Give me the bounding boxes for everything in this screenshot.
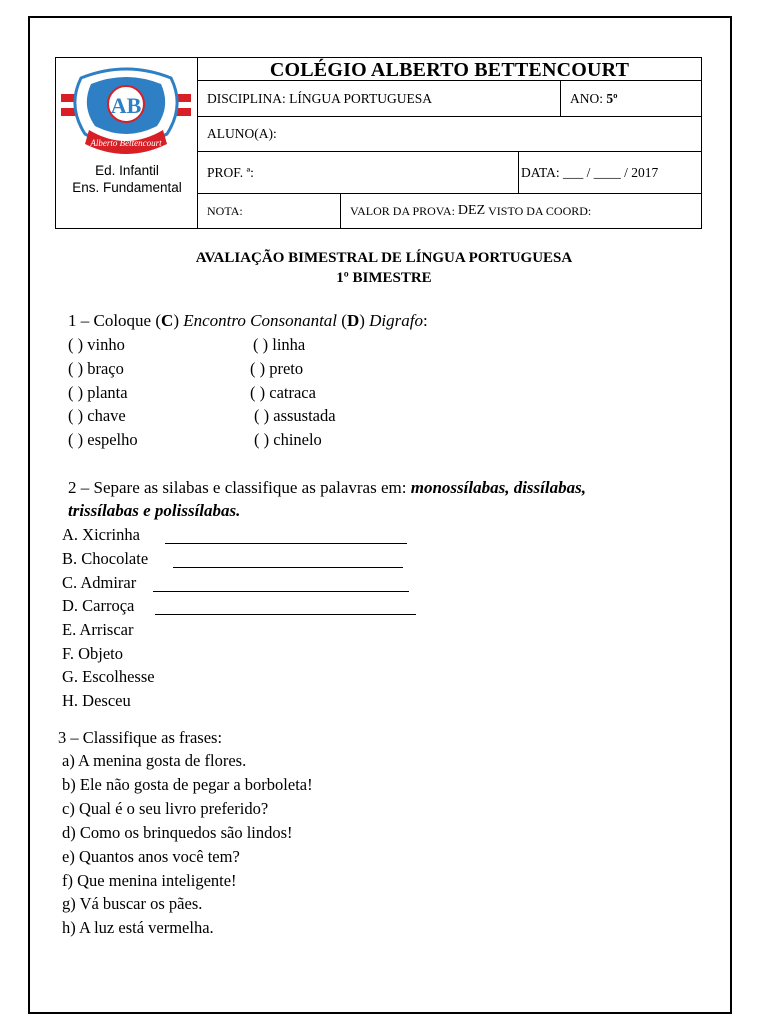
row-student (198, 117, 701, 152)
logo-caption (56, 162, 198, 196)
row-grade (198, 194, 701, 228)
teacher-field[interactable]: PROF. ª: (207, 164, 254, 180)
school-name: COLÉGIO ALBERTO BETTENCOURT (198, 58, 701, 81)
q3-item: f) Que menina inteligente! (62, 871, 237, 890)
q1-option[interactable]: ( ) assustada (254, 406, 336, 425)
q3-item: c) Qual é o seu livro preferido? (62, 799, 269, 818)
q1-option[interactable]: ( ) chinelo (254, 430, 322, 449)
logo-cell (56, 58, 198, 228)
q2-item: G. Escolhesse (62, 667, 155, 686)
logo-ribbon-text: Alberto Bettencourt (90, 138, 162, 148)
exam-value-label: VALOR DA PROVA: (350, 203, 455, 218)
q3-item: g) Vá buscar os pães. (62, 894, 203, 913)
logo-monogram: AB (110, 93, 142, 118)
answer-line[interactable] (155, 600, 416, 615)
q3-item: d) Como os brinquedos são lindos! (62, 823, 293, 842)
q1-option[interactable]: ( ) chave (68, 406, 126, 425)
q3-item: b) Ele não gosta de pegar a borboleta! (62, 775, 313, 794)
answer-line[interactable] (165, 529, 407, 544)
q2-item: F. Objeto (62, 644, 124, 663)
coord-label: VISTO DA COORD: (488, 203, 592, 218)
q2-item: H. Desceu (62, 691, 131, 710)
q2-item: A. Xicrinha (62, 525, 140, 544)
q1-option[interactable]: ( ) linha (253, 335, 306, 354)
q2-heading: 2 – Separe as silabas e classifique as palavras em: monossílabas, dissílabas, (68, 478, 586, 497)
q2-item: C. Admirar (62, 573, 137, 592)
q1-option[interactable]: ( ) preto (250, 359, 304, 378)
exam-value-field (340, 194, 701, 228)
year-label: ANO: (570, 90, 603, 106)
exam-value: DEZ (457, 203, 486, 218)
q1-option[interactable]: ( ) espelho (68, 430, 138, 449)
q1-option[interactable]: ( ) planta (68, 383, 128, 402)
row-teacher (198, 152, 701, 194)
q1-heading: 1 – Coloque (C) Encontro Consonantal (D) Digrafo: (68, 311, 428, 330)
discipline-field: DISCIPLINA: LÍNGUA PORTUGUESA (207, 90, 432, 106)
caption-line-2: Ens. Fundamental (72, 180, 182, 195)
student-field[interactable]: ALUNO(A): (207, 126, 277, 141)
school-logo (59, 64, 193, 160)
date-field[interactable]: DATA: ___ / ____ / 2017 (518, 152, 701, 193)
q1-option[interactable]: ( ) catraca (250, 383, 316, 402)
header-table (55, 57, 702, 229)
answer-line[interactable] (173, 553, 403, 568)
row-discipline (198, 81, 701, 117)
q3-item: h) A luz está vermelha. (62, 918, 214, 937)
q3-item: e) Quantos anos você tem? (62, 847, 240, 866)
q2-item: D. Carroça (62, 596, 135, 615)
exam-title: AVALIAÇÃO BIMESTRAL DE LÍNGUA PORTUGUESA (195, 250, 573, 266)
q2-item: E. Arriscar (62, 620, 134, 639)
year-field (560, 81, 701, 116)
q1-option[interactable]: ( ) vinho (68, 335, 125, 354)
q2-item: B. Chocolate (62, 549, 149, 568)
q3-heading: 3 – Classifique as frases: (58, 728, 223, 747)
q2-heading-cont: trissílabas e polissílabas. (68, 501, 241, 520)
answer-line[interactable] (153, 577, 409, 592)
q3-item: a) A menina gosta de flores. (62, 751, 247, 770)
year-value: 5º (606, 90, 618, 106)
exam-subtitle: 1º BIMESTRE (336, 270, 432, 286)
grade-field[interactable]: NOTA: (207, 203, 243, 218)
caption-line-1: Ed. Infantil (95, 163, 159, 178)
q1-option[interactable]: ( ) braço (68, 359, 124, 378)
